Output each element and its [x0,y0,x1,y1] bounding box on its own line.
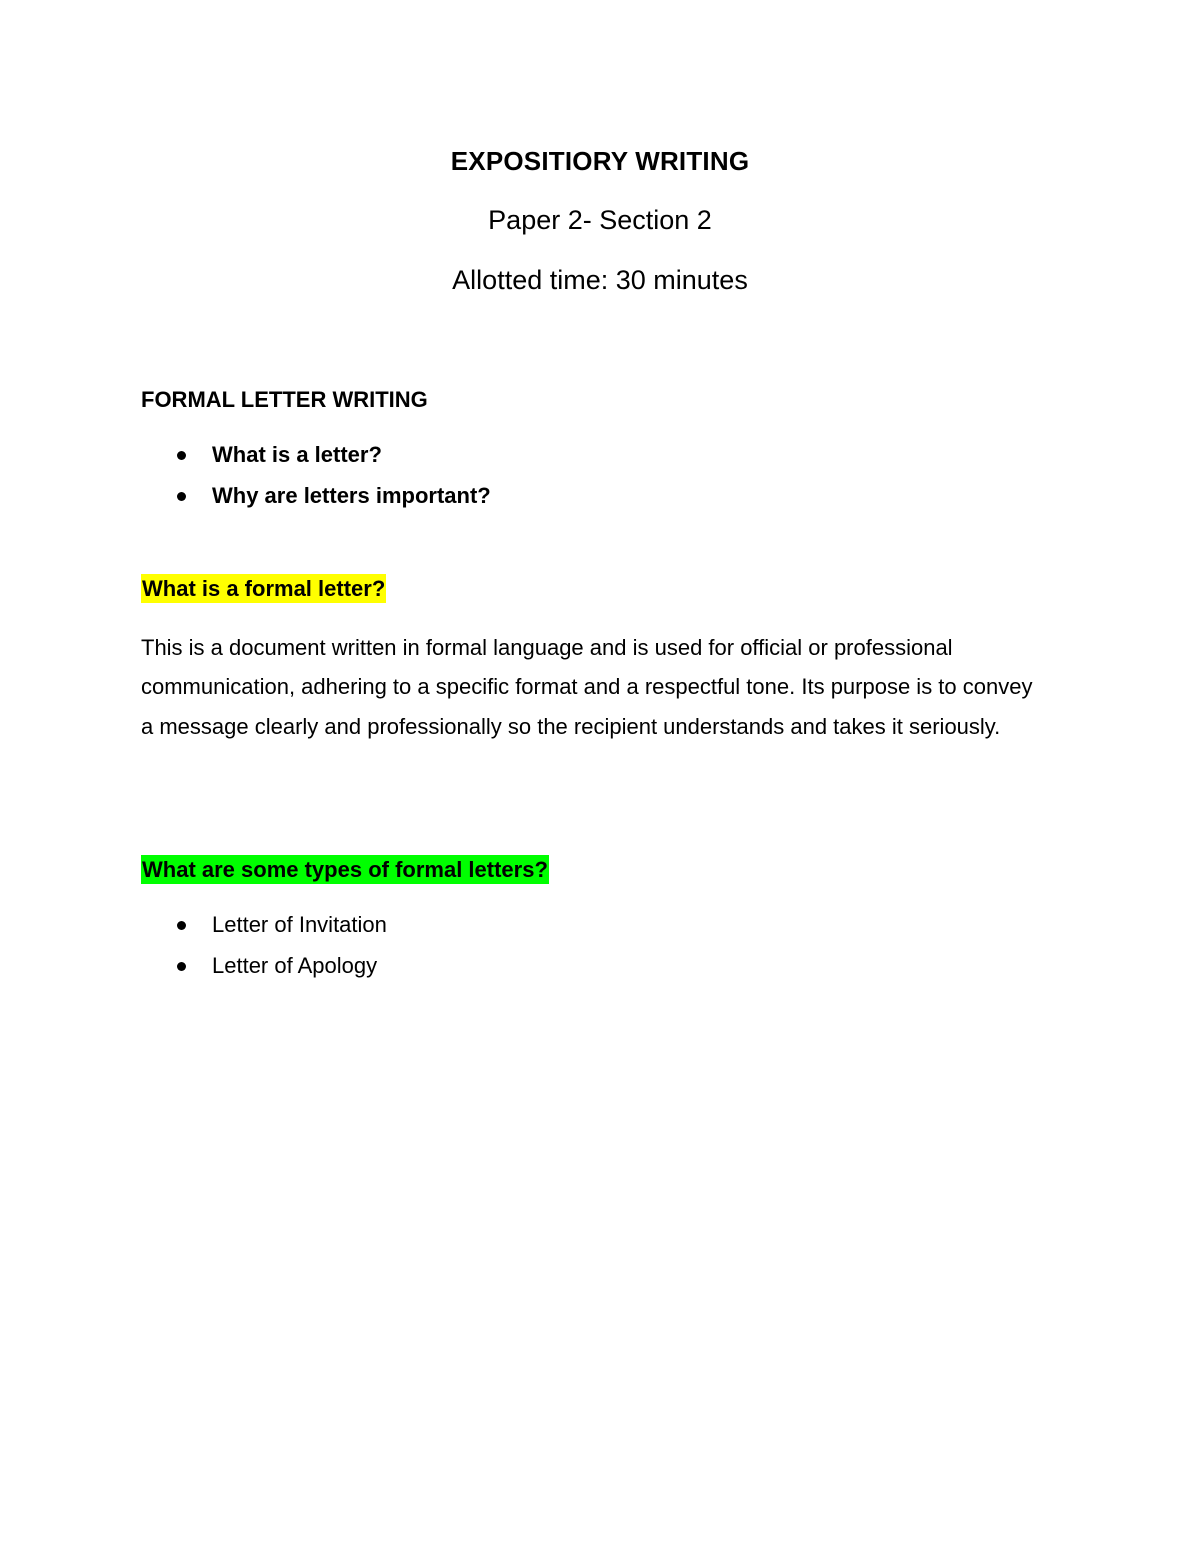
list-item-text: Why are letters important? [212,483,491,508]
paper-section-subtitle: Paper 2- Section 2 [488,205,712,235]
list-item [141,951,387,992]
list-item [141,481,491,522]
bullet-icon [177,492,186,501]
list-item-text: What is a letter? [212,442,382,467]
bullet-icon [177,921,186,930]
section-heading: FORMAL LETTER WRITING [141,387,428,412]
bullet-icon [177,451,186,460]
document-title: EXPOSITIORY WRITING [450,146,750,176]
list-item-text: Letter of Apology [212,953,378,978]
list-item-text: Letter of Invitation [212,912,387,937]
formal-letter-heading-text: What is a formal letter? [142,576,386,601]
list-item [141,440,491,481]
list-item [141,910,387,951]
types-heading-text: What are some types of formal letters? [142,857,548,882]
types-list [141,910,387,992]
question-list [141,440,491,522]
bullet-icon [177,962,186,971]
allotted-time: Allotted time: 30 minutes [452,265,748,295]
formal-letter-definition: This is a document written in formal language and is used for official or professional communication, adhering to a specific format and a respectful tone. Its purpose is to convey a message clearly and professionally so the recipient understands and takes it seriously. [141,635,1033,739]
types-heading [141,855,549,885]
formal-letter-heading [141,574,386,604]
